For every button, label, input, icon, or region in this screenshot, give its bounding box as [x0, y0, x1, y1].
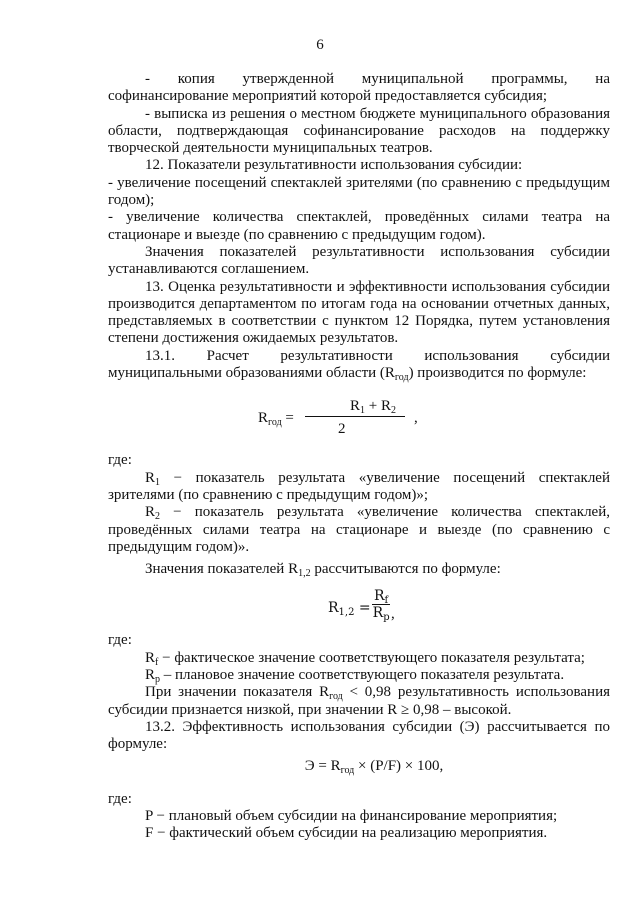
- paragraph-agreement: Значения показателей результативности использования субсидии устанавливаются соглашением.: [108, 243, 610, 278]
- label-where-2: где:: [108, 632, 132, 649]
- page-number: 6: [316, 37, 324, 53]
- definition-r2: $R_2$ − показатель результата «увеличение количества спектаклей, проведённых силами театра на стационаре и выезде (по сравнению с предыдущим годом)».: [108, 504, 610, 555]
- document-body: [108, 71, 610, 843]
- formula-r12: $R_{1,2}$ = $\frac{R_f}{R_p}$ ,: [328, 588, 395, 624]
- definition-rf: $R_f$ − фактическое значение соответствующего показателя результата;: [145, 649, 585, 668]
- label-where-3: где:: [108, 790, 132, 807]
- paragraph-threshold: При значении показателя $R_{год} < 0,98$ результативность использования субсидии признается низкой, при значении R ≥ 0,98 – высокой.: [108, 684, 610, 718]
- paragraph-section-12: 12. Показатели результативности использования субсидии:: [145, 157, 523, 174]
- formula-r-year: $R_{год}$ = $R_1 + R_2$ 2 ,: [258, 398, 418, 438]
- formula-denominator: 2: [338, 421, 346, 438]
- definition-p: P − плановый объем субсидии на финансирование мероприятия;: [145, 808, 558, 825]
- formula-numerator: $R_1 + R_2$: [350, 398, 396, 417]
- definition-f: F − фактический объем субсидии на реализацию мероприятия.: [145, 825, 548, 842]
- paragraph-section-13-2: 13.2. Эффективность использования субсидии (Э) рассчитывается по формуле:: [108, 718, 610, 753]
- paragraph-budget-extract: - выписка из решения о местном бюджете муниципального образования области, подтверждающая софинансирование расходов на поддержку творческой деятельности муниципальных театров.: [108, 105, 610, 157]
- paragraph-indicator-visits: - увеличение посещений спектаклей зрителями (по сравнению с предыдущим годом);: [108, 174, 610, 209]
- paragraph-section-13: 13. Оценка результативности и эффективности использования субсидии производится департаментом по итогам года на основании отчетных данных, представляемых в соответствии с пунктом 12 Порядка, путем установления степени достижения ожидаемых результатов.: [108, 278, 610, 347]
- definition-rp: $R_p$ – плановое значение соответствующего показателя результата.: [145, 667, 565, 686]
- formula-fraction: $\frac{R_f}{R_p}$: [372, 588, 390, 624]
- paragraph-section-13-1: 13.1. Расчет результативности использования субсидии муниципальными образованиями области $(R_{год})$ производится по формуле:: [108, 347, 610, 384]
- paragraph-r12-values: Значения показателей $R_{1,2}$ рассчитываются по формуле:: [145, 561, 501, 580]
- paragraph-indicator-performances: - увеличение количества спектаклей, проведённых силами театра на стационаре и выезде (по сравнению с предыдущим годом).: [108, 209, 610, 243]
- definition-r1: $R_1$ − показатель результата «увеличение посещений спектаклей зрителями (по сравнению с предыдущим годом)»;: [108, 469, 610, 503]
- paragraph-program-copy: - копия утвержденной муниципальной программы, на софинансирование мероприятий которой предоставляется субсидия;: [108, 71, 610, 105]
- formula-efficiency: $Э = R_{год} \times (P/F) \times 100$,: [304, 757, 444, 776]
- label-where-1: где:: [108, 452, 132, 469]
- fraction-bar: [305, 416, 405, 417]
